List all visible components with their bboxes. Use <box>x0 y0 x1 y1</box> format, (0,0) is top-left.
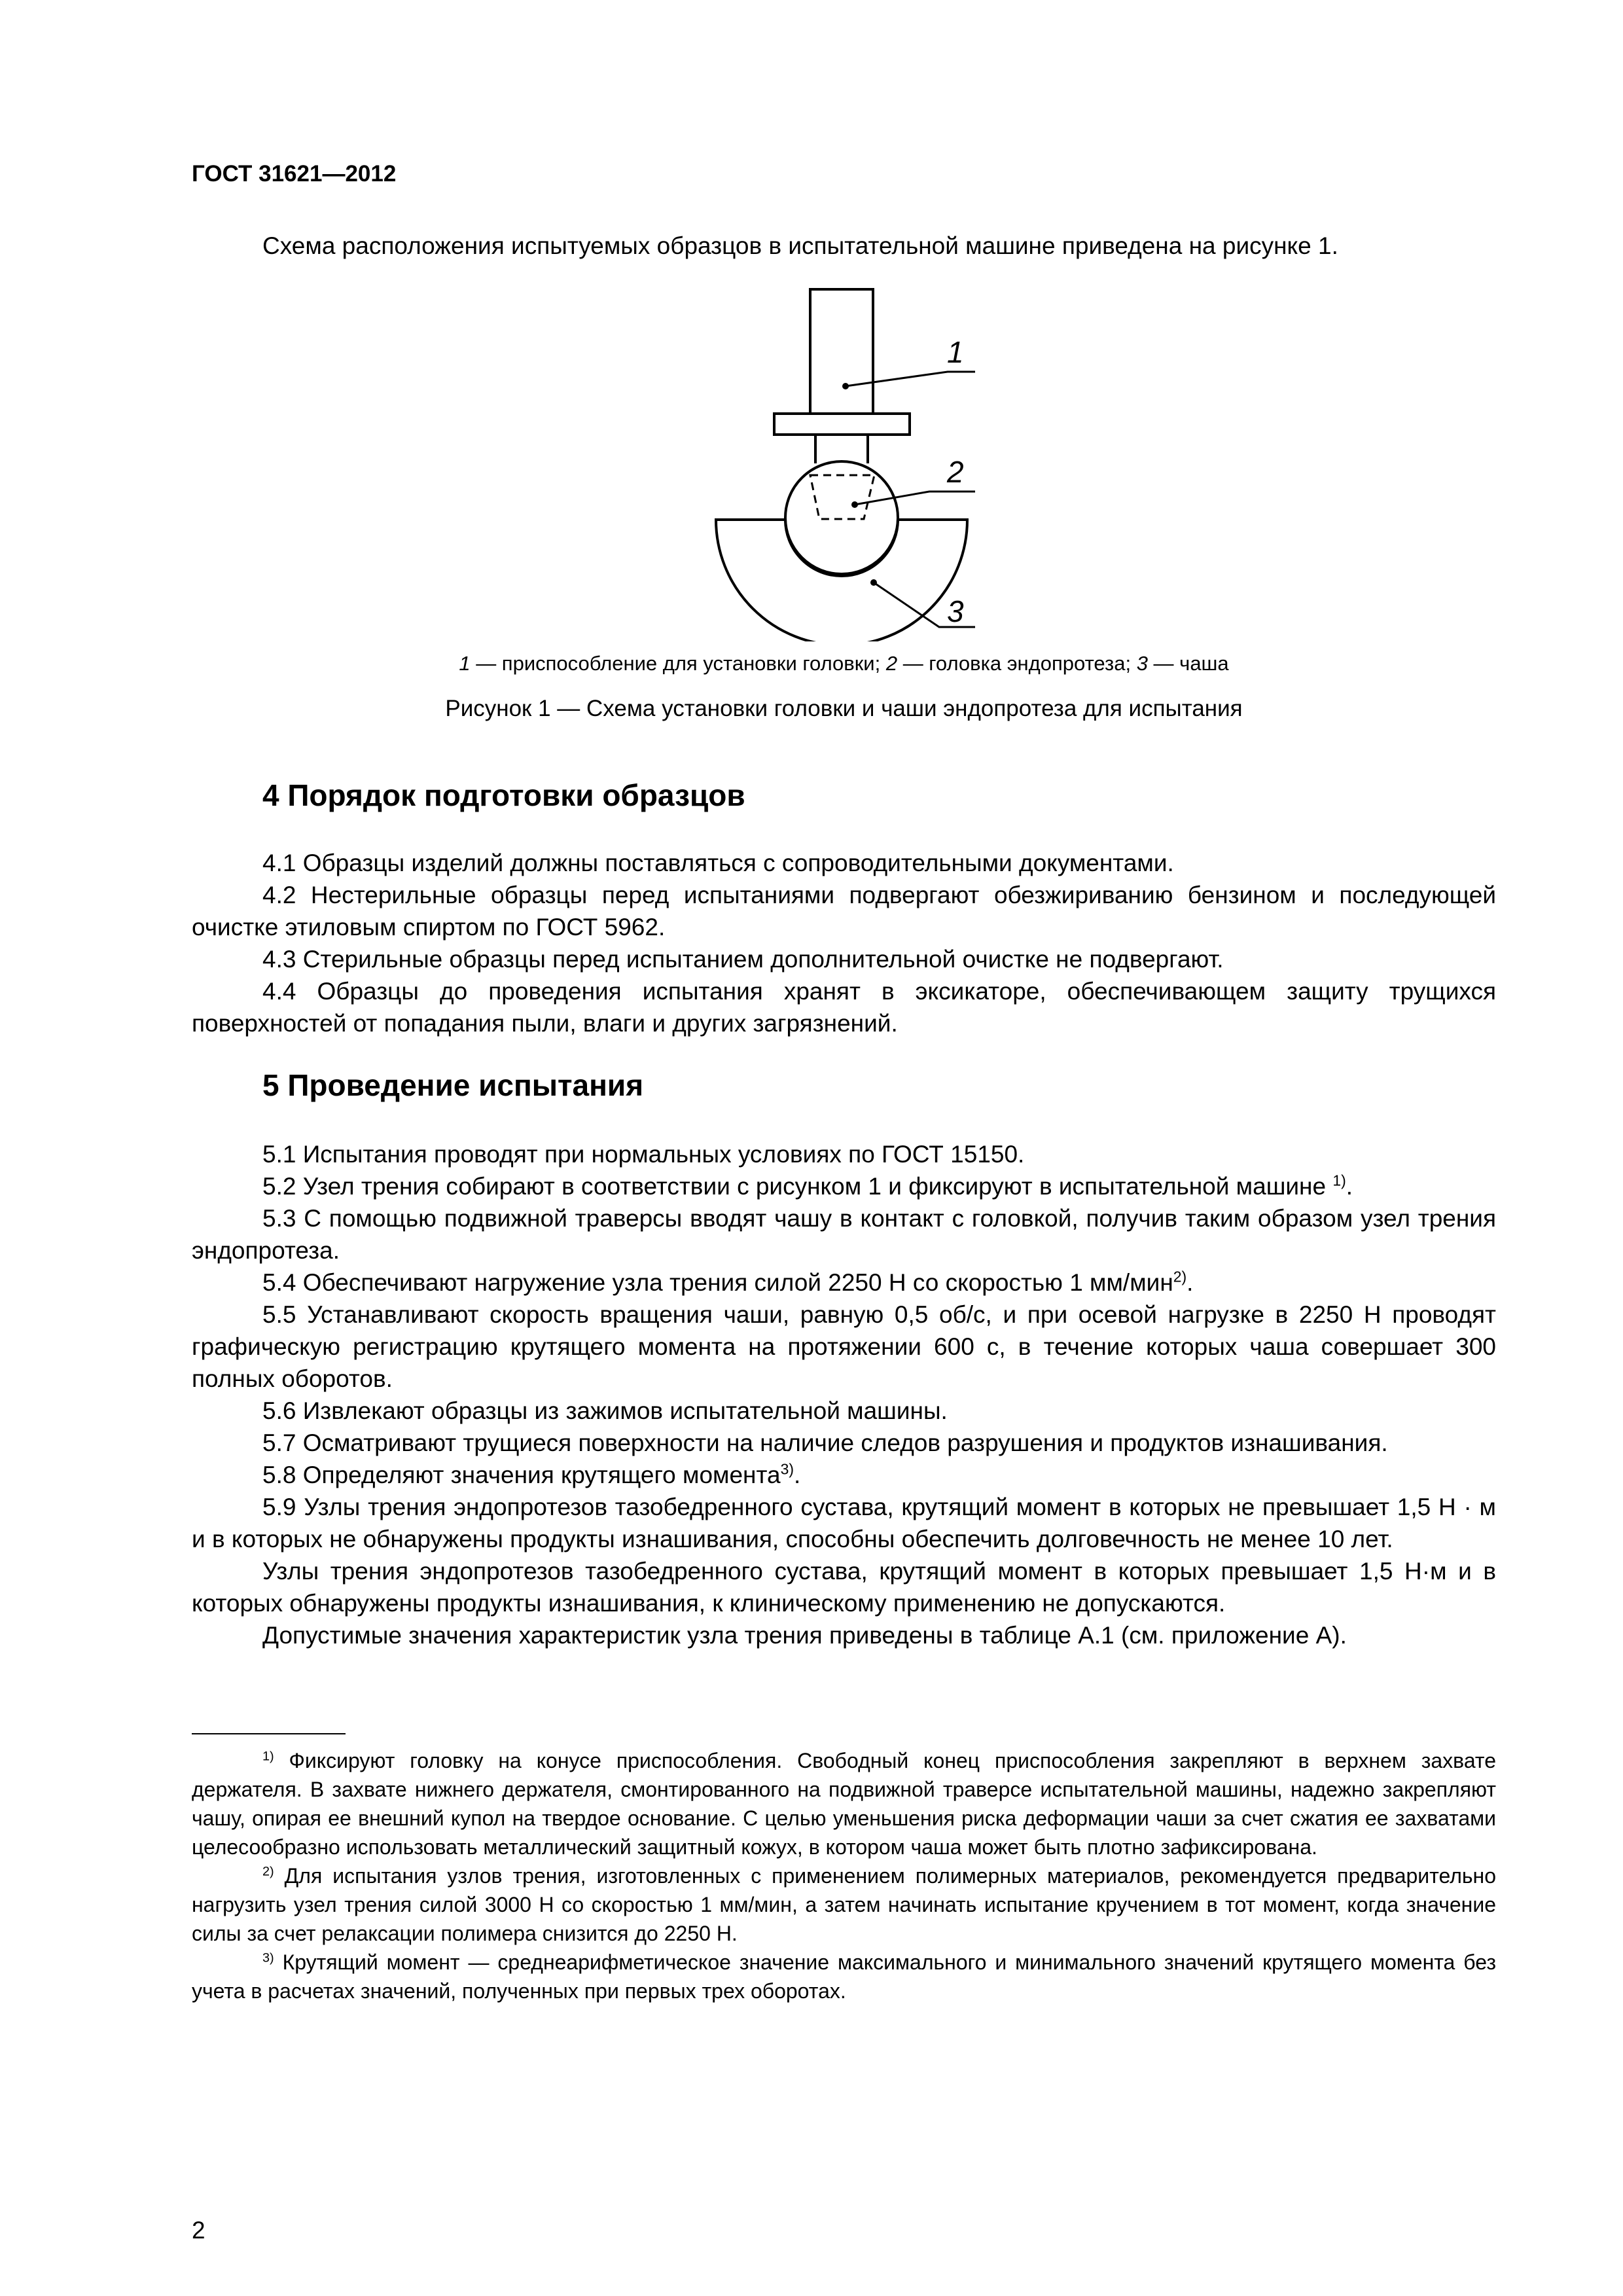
para-5-10: Узлы трения эндопротезов тазобедренного сустава, крутящий момент в которых превышает 1,5 Н·м и в которых обнаружены продукты изнашивания, к клиническому применению не допускаются. <box>192 1558 1496 1617</box>
para-4-3: 4.3 Стерильные образцы перед испытанием дополнительной очистке не подвергают. <box>262 946 1224 973</box>
fixture-rod <box>810 289 873 414</box>
section-5-heading: 5 Проведение испытания <box>262 1068 644 1102</box>
para-5-9: 5.9 Узлы трения эндопротезов тазобедренного сустава, крутящий момент в которых не превышает 1,5 Н · м и в которых не обнаружены продукты изнашивания, способны обеспечить долговечность не менее 10 лет. <box>192 1494 1496 1552</box>
para-5-1: 5.1 Испытания проводят при нормальных условиях по ГОСТ 15150. <box>262 1141 1025 1168</box>
para-5-3: 5.3 С помощью подвижной траверсы вводят чашу в контакт с головкой, получив таким образом узел трения эндопротеза. <box>192 1205 1496 1264</box>
figure-1-diagram <box>707 281 995 641</box>
figure-legend: 1 — приспособление для установки головки; 2 — головка эндопротеза; 3 — чаша <box>459 652 1229 675</box>
footnote-3: $^{3)}$ Крутящий момент — среднеарифметическое значение максимального и минимального значений крутящего момента без учета в расчетах значений, полученных при первых трех оборотах. <box>192 1950 1496 2003</box>
cup-shape <box>716 520 967 641</box>
footnotes <box>192 1746 1496 2005</box>
section-4-body <box>192 847 1496 1039</box>
section-5-body <box>192 1138 1496 1651</box>
leader-2 <box>855 492 975 505</box>
figure-caption: Рисунок 1 — Схема установки головки и чаши эндопротеза для испытания <box>445 696 1243 721</box>
footnote-separator <box>192 1733 346 1734</box>
taper-cone <box>810 475 874 519</box>
figure-label-3: 3 <box>947 594 964 628</box>
footnote-1: $^{1)}$ Фиксируют головку на конусе приспособления. Свободный конец приспособления закрепляют в верхнем захвате держателя. В захвате нижнего держателя, смонтированного на подвижной траверсе испытательной машины, надежно закрепляют чашу, опирая ее внешний купол на твердое основание. С целью уменьшения риска деформации чаши за счет сжатия ее захватами целесообразно использовать металлический защитный кожух, в котором чаша может быть плотно зафиксирована. <box>192 1749 1496 1859</box>
para-5-11: Допустимые значения характеристик узла трения приведены в таблице А.1 (см. приложение А). <box>262 1622 1347 1649</box>
para-5-8: 5.8 Определяют значения крутящего момента$^{3)}$. <box>262 1460 801 1488</box>
para-5-4: 5.4 Обеспечивают нагружение узла трения силой 2250 Н со скоростью 1 мм/мин$^{2)}$. <box>262 1268 1194 1296</box>
endoprosthesis-head <box>785 461 898 574</box>
para-4-2: 4.2 Нестерильные образцы перед испытаниями подвергают обезжириванию бензином и последующей очистке этиловым спиртом по ГОСТ 5962. <box>192 882 1496 941</box>
figure-label-2: 2 <box>947 455 964 489</box>
para-5-7: 5.7 Осматривают трущиеся поверхности на наличие следов разрушения и продуктов изнашивания. <box>262 1429 1388 1456</box>
para-5-5: 5.5 Устанавливают скорость вращения чаши, равную 0,5 об/с, и при осевой нагрузке в 2250 Н проводят графическую регистрацию крутящего момента на протяжении 600 с, в течение которых чаша совершает 300 полных оборотов. <box>192 1301 1496 1392</box>
document-header: ГОСТ 31621—2012 <box>192 161 397 187</box>
figure-label-1: 1 <box>947 335 964 369</box>
para-4-1: 4.1 Образцы изделий должны поставляться с сопроводительными документами. <box>262 850 1174 876</box>
page-number: 2 <box>192 2217 205 2244</box>
para-5-6: 5.6 Извлекают образцы из зажимов испытательной машины. <box>262 1397 948 1424</box>
footnote-2: $^{2)}$ Для испытания узлов трения, изготовленных с применением полимерных материалов, рекомендуется предварительно нагрузить узел трения силой 3000 Н со скоростью 1 мм/мин, а затем начинать испытание кручением в тот момент, когда значение силы за счет релаксации полимера снизится до 2250 Н. <box>192 1864 1496 1945</box>
fixture-flange <box>774 414 910 435</box>
intro-paragraph: Схема расположения испытуемых образцов в испытательной машине приведена на рисунке 1. <box>262 232 1338 259</box>
section-4-heading: 4 Порядок подготовки образцов <box>262 778 745 812</box>
para-4-4: 4.4 Образцы до проведения испытания хранят в эксикаторе, обеспечивающем защиту трущихся поверхностей от попадания пыли, влаги и других загрязнений. <box>192 978 1496 1037</box>
leader-1 <box>846 372 975 386</box>
para-5-2: 5.2 Узел трения собирают в соответствии с рисунком 1 и фиксируют в испытательной машине $^{1)}$. <box>262 1172 1353 1200</box>
